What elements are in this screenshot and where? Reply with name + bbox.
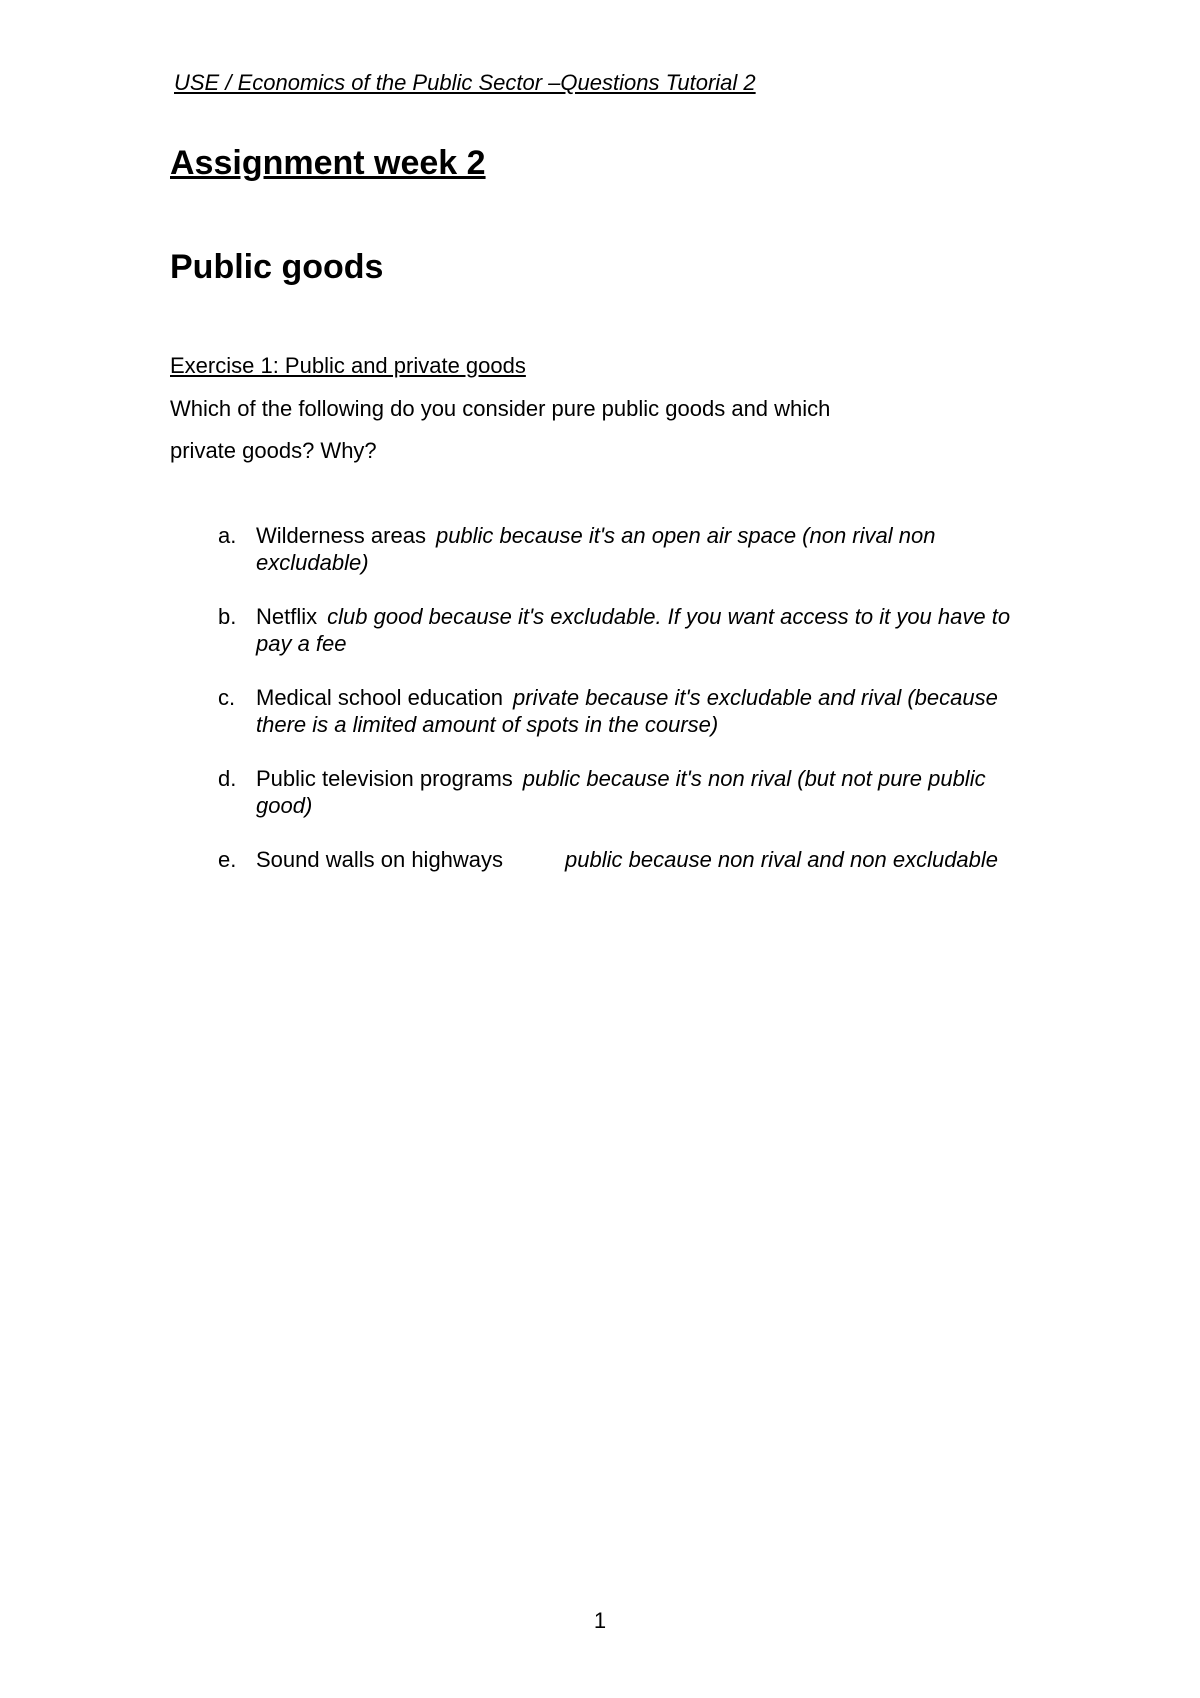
list-item: [218, 522, 1018, 576]
exercise-question-line-2: private goods? Why?: [170, 438, 377, 463]
exercise-title: Exercise 1: Public and private goods: [170, 353, 526, 378]
list-marker: b.: [218, 604, 237, 629]
list-item: [218, 684, 1018, 738]
page-number: 1: [593, 1608, 607, 1633]
item-label: Medical school education: [256, 685, 504, 710]
item-answer: private because it's excludable and rival (because there is a limited amount of spots in the course): [256, 685, 998, 737]
list-item: [218, 603, 1018, 657]
item-label: Sound walls on highways: [256, 847, 504, 872]
running-header: USE / Economics of the Public Sector –Questions Tutorial 2: [174, 70, 756, 95]
list-marker: d.: [218, 766, 237, 791]
list-marker: c.: [218, 685, 236, 710]
item-answer: club good because it's excludable. If you want access to it you have to pay a fee: [256, 604, 1011, 656]
item-label: Wilderness areas: [256, 523, 426, 548]
section-heading: Public goods: [170, 248, 384, 286]
list-item: [218, 765, 1018, 819]
item-answer: public because it's non rival (but not pure public good): [256, 766, 986, 818]
item-answer: public because non rival and non excludable: [565, 847, 999, 872]
item-label: Public television programs: [256, 766, 513, 791]
assignment-title: Assignment week 2: [170, 144, 486, 182]
list-marker: e.: [218, 847, 237, 872]
exercise-question-line-1: Which of the following do you consider pure public goods and which: [170, 396, 831, 421]
item-label: Netflix: [256, 604, 318, 629]
list-item: [218, 846, 1018, 873]
answer-list: [218, 522, 1018, 900]
item-answer: public because it's an open air space (non rival non excludable): [256, 523, 936, 575]
list-marker: a.: [218, 523, 237, 548]
